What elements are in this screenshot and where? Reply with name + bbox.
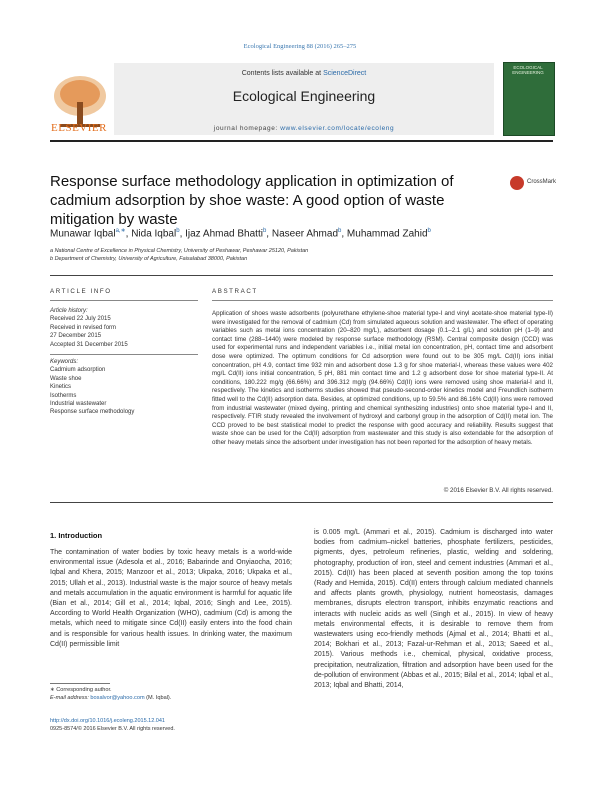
abstract-text: Application of shoes waste adsorbents (polyurethane ethylene-shoe material type-I and vinyl acetate-shoe material type-II) were investigated for the removal of cadmium (Cd) from simulated aqueous solution and wastewater. The effect of operating variables such as metal ions concentration (20–820 mg/L), adsorbent dosage (0.1–2.1 g/L) and solution pH (1–9) and contact time (288–1440) were modeled by response surface methodology (RSM). Central composite design (CCD) was used for experimental runs and independent variables i.e., initial metal ion concentration, pH, contact time and adsorbent dose were optimized. The optimum conditions for Cd adsorption were found out to be 305 mg/L Cd(II) ions initial concentration, pH 4.9, contact time 932 min and adsorbent dose 1.3 g for shoe material-I, whereas these values were 402 mg/L Cd(II) ions initial concentration, 5 pH, 881 min contact time and 1.2 g adsorbent dose for shoe material type-II. At conditions, 180.222 mg/g (66.66%) and 396.312 mg/g (94.66%) Cd(II) ions were removed using shoe material-I and II, respectively. The kinetics and isotherms studies showed that pseudo-second-order kinetics model and Freundlich isotherm fitted well to the Cd(II) adsorption data. Besides, at optimized conditions, up to 59.5% and 86.16% Cd(II) ions were removed from industrial wastewater (mixed dyeing, printing and chemical synthesizing industries) onto shoe material type-I and II, respectively. FTIR study revealed the involvement of hydroxyl and carbonyl group in the adsorption of Cd(II) metal ion. The CCD proved to be best statistical model to predict the response with good accuracy and reliability. Results suggest that waste shoe can be used for the Cd(II) adsorption from wastewater and this study is also extendable for the adsorption of other heavy metals since the adsorbent under investigation has not been reported for the adsorption of heavy metals.: [212, 310, 553, 446]
journal-reference[interactable]: Ecological Engineering 88 (2016) 265–275: [243, 43, 357, 50]
abstract-heading: ABSTRACT: [212, 288, 258, 295]
intro-right-column: is 0.005 mg/L (Ammari et al., 2015). Cadmium is discharged into water bodies from cadmium–nickel batteries, phosphate fertilizers, pesticides, pigments, dyes, petroleum refineries, plastic, welding and soldering, photography, production of iron, steel and cement industries (Ammari et al., 2015). Cd(II) has been placed at seventh position among the top toxins (Rady and Hemida, 2015). Cd(II) enters through calcium mediated channels and affects plants growth, physiology, nutrient homeostasis, damages membranes, disrupts electron transport, inhibits enzymatic reactions and interacts with nucleic acids as well (Singh et al., 2015). In view of heavy metals environmental effects, it is desirable to remove them from wastewaters using eco-friendly methods (Ajmal et al., 2014; Bhatti et al., 2014; Bokhari et al., 2013; Fazal-ur-Rehman et al., 2013; Saeed et al., 2015). Various methods i.e., chemical, physical, oxidative process, precipitation, neutralization, filtration and adsorption have been used for the de-pollution of environment (Abbas et al., 2015; Bilal et al., 2014; Iqbal et al., 2013; Iqbal and Bhatti, 2014,: [314, 529, 553, 690]
corresponding-author: ∗ Corresponding author.: [50, 687, 112, 693]
author-name: Nida Iqbal: [131, 228, 177, 240]
contents-line: [114, 70, 494, 77]
history-line: Received 22 July 2015: [50, 316, 111, 323]
introduction-heading: 1. Introduction: [50, 531, 103, 540]
abstract-rule: [212, 300, 553, 301]
author-affiliation-mark[interactable]: a,∗: [115, 228, 126, 234]
keyword: Industrial wastewater: [50, 401, 107, 408]
email-line: [50, 694, 300, 702]
keywords: [50, 358, 198, 417]
sciencedirect-link[interactable]: ScienceDirect: [323, 70, 367, 77]
journal-title: Ecological Engineering: [232, 88, 376, 104]
article-info-rule: [50, 300, 198, 301]
paper-title: Response surface methodology application in optimization of cadmium adsorption by shoe waste: A good option of waste mitigation by waste: [50, 173, 454, 228]
abstract-bottom-rule: [50, 502, 553, 503]
publisher-logo-text: ELSEVIER: [51, 122, 107, 134]
homepage-link[interactable]: www.elsevier.com/locate/ecoleng: [280, 125, 395, 132]
article-history-label: Article history:: [50, 308, 88, 314]
email-suffix: (M. Iqbal).: [144, 695, 172, 701]
author-affiliation-mark[interactable]: b: [262, 228, 267, 234]
history-line: Accepted 31 December 2015: [50, 341, 128, 348]
author-list: Munawar Iqbal$^{a,∗}$, Nida Iqbal$^b$, Ijaz Ahmad Bhatti$^b$, Naseer Ahmad$^b$, Muhammad Zahid$^b$: [50, 228, 431, 240]
keywords-rule: [50, 354, 198, 355]
crossmark-label[interactable]: CrossMark: [527, 179, 557, 185]
author-name: Munawar Iqbal: [50, 228, 116, 240]
article-history: [50, 307, 198, 349]
journal-cover-title: ECOLOGICAL ENGINEERING: [512, 65, 544, 75]
keyword: Response surface methodology: [50, 409, 135, 416]
affiliation-a: a National Centre of Excellence in Physical Chemistry, University of Peshawar, Peshawar 25120, Pakistan: [50, 248, 309, 254]
author-affiliation-mark[interactable]: b: [338, 228, 342, 234]
email-link[interactable]: bosalvor@yahoo.com: [90, 695, 145, 701]
history-line: 27 December 2015: [50, 333, 102, 340]
doi-link[interactable]: http://dx.doi.org/10.1016/j.ecoleng.2015.12.041: [50, 718, 165, 724]
keyword: Waste shoe: [50, 375, 82, 382]
keywords-label: Keywords:: [50, 359, 79, 365]
header-rule: [50, 140, 553, 142]
author-name: Muhammad Zahid: [346, 228, 428, 240]
footnote-rule: [50, 683, 110, 684]
keyword: Isotherms: [50, 392, 77, 399]
contents-prefix: Contents lists available at: [241, 70, 324, 77]
email-label: E-mail address:: [50, 695, 91, 701]
article-info-heading: ARTICLE INFO: [50, 288, 112, 295]
issn-line: 0925-8574/© 2016 Elsevier B.V. All rights reserved.: [50, 726, 175, 732]
crossmark-icon[interactable]: [510, 176, 524, 190]
intro-left-column: The contamination of water bodies by toxic heavy metals is a world-wide environmental issue (Adesola et al., 2016; Babarinde and Onyiaocha, 2016; Iqbal and Khera, 2015; Manzoor et al., 2013; Ukpaka, 2016; Ukpaka et al., 2015; Ullah et al., 2013). Industrial waste is the major source of heavy metals and metals accumulation in the aquatic environment is harmful for aquatic life (Bian et al., 2014; Gill et al., 2014; Iqbal, 2016; Singh and Lee, 2015). According to World Health Organization (WHO), cadmium (Cd) is among the metals, which need to mitigate since Cd(II) easily enters into the food chain and is responsible for various health issues. In drinking water, the maximum Cd(II) permissible limit: [50, 549, 292, 648]
homepage-line: [114, 125, 494, 132]
keyword: Cadmium adsorption: [50, 367, 106, 374]
copyright-notice: © 2016 Elsevier B.V. All rights reserved.: [443, 487, 553, 494]
footnote: [50, 686, 300, 702]
author-affiliation-mark[interactable]: b: [427, 228, 431, 234]
author-name: Ijaz Ahmad Bhatti: [185, 228, 263, 240]
keyword: Kinetics: [50, 384, 72, 391]
history-line: Received in revised form: [50, 324, 117, 331]
author-name: Naseer Ahmad: [271, 228, 339, 240]
homepage-prefix: journal homepage:: [213, 125, 281, 132]
affiliation-b: b Department of Chemistry, University of Agriculture, Faisalabad 38000, Pakistan: [50, 256, 248, 262]
section-rule: [50, 275, 553, 276]
doi-block: [50, 717, 175, 733]
author-affiliation-mark[interactable]: b: [176, 228, 180, 234]
